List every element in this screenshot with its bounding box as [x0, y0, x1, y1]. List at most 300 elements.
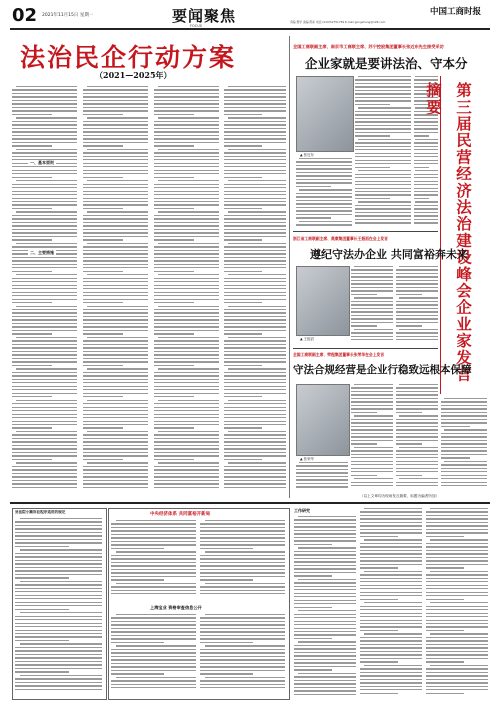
text-line — [426, 553, 488, 554]
text-line — [154, 452, 219, 453]
text-line — [224, 459, 262, 460]
text-line — [12, 229, 77, 230]
text-line — [351, 433, 393, 434]
text-line — [154, 448, 219, 449]
text-line — [12, 417, 77, 418]
text-line — [83, 417, 148, 418]
text-line — [351, 412, 377, 413]
text-line — [441, 482, 487, 483]
text-line — [16, 211, 77, 212]
text-line — [12, 389, 77, 390]
text-line — [12, 225, 77, 226]
text-line — [154, 107, 219, 108]
text-line — [294, 600, 356, 601]
text-line — [200, 555, 285, 556]
text-line — [12, 198, 77, 199]
text-line — [224, 184, 286, 185]
text-line — [228, 368, 286, 369]
text-line — [200, 652, 285, 653]
feature-rule-1 — [293, 231, 438, 232]
text-line — [296, 476, 348, 477]
text-line — [294, 575, 332, 576]
text-line — [83, 124, 148, 125]
text-line — [360, 675, 422, 676]
text-line — [224, 396, 262, 397]
text-line — [111, 555, 196, 556]
text-line — [12, 487, 77, 488]
text-line — [12, 375, 77, 376]
text-line — [87, 400, 148, 401]
text-line — [116, 583, 196, 584]
text-line — [12, 309, 77, 310]
photo-caption-2: ▲ 王振滔 — [300, 337, 314, 341]
text-line — [396, 287, 438, 288]
text-line — [87, 306, 148, 307]
text-line — [360, 536, 398, 537]
text-line — [200, 621, 285, 622]
text-line — [354, 266, 393, 267]
text-line — [83, 96, 148, 97]
text-line — [83, 152, 148, 153]
text-line — [12, 103, 77, 104]
text-line — [354, 329, 393, 330]
ad-box-3-text-b — [200, 614, 285, 694]
text-line — [154, 386, 219, 387]
text-line — [200, 541, 285, 542]
text-line — [12, 222, 77, 223]
text-line — [430, 602, 488, 603]
text-line — [396, 311, 438, 312]
text-line — [83, 455, 148, 456]
text-line — [294, 683, 356, 684]
text-line — [83, 264, 148, 265]
text-line — [154, 379, 219, 380]
feature-3-col-c — [396, 384, 438, 492]
text-line — [12, 372, 77, 373]
text-line — [351, 461, 393, 462]
text-line — [154, 326, 219, 327]
text-line — [224, 177, 262, 178]
text-line — [15, 623, 102, 624]
text-line — [15, 528, 102, 529]
text-line — [294, 645, 356, 646]
text-line — [224, 466, 286, 467]
text-line — [364, 633, 422, 634]
text-line — [396, 419, 438, 420]
text-line — [154, 333, 194, 334]
text-line — [116, 551, 196, 552]
text-line — [360, 515, 422, 516]
text-line — [426, 609, 488, 610]
text-line — [224, 483, 286, 484]
text-line — [351, 482, 393, 483]
text-line — [83, 323, 148, 324]
text-line — [441, 478, 487, 479]
text-line — [351, 311, 393, 312]
text-line — [426, 613, 488, 614]
text-line — [224, 302, 262, 303]
text-line — [351, 336, 393, 337]
text-line — [296, 193, 352, 194]
text-line — [205, 677, 285, 678]
text-line — [441, 464, 487, 465]
text-line — [111, 537, 196, 538]
text-line — [426, 536, 464, 537]
text-line — [426, 689, 488, 690]
text-line — [396, 454, 438, 455]
text-line — [12, 184, 77, 185]
text-line — [83, 295, 148, 296]
text-line — [116, 520, 196, 521]
text-line — [15, 574, 102, 575]
text-line — [355, 215, 411, 216]
text-line — [154, 218, 219, 219]
text-line — [224, 361, 286, 362]
text-line — [351, 457, 393, 458]
bottom-right-heading: 工作研究 — [294, 508, 310, 513]
text-line — [12, 138, 77, 139]
text-line — [83, 354, 148, 355]
text-line — [294, 638, 332, 639]
text-line — [154, 201, 219, 202]
photo-zhang-jindong — [296, 76, 354, 152]
text-line — [20, 518, 102, 519]
text-line — [294, 554, 356, 555]
text-line — [111, 666, 196, 667]
text-line — [111, 642, 164, 643]
text-line — [294, 596, 356, 597]
text-line — [414, 188, 438, 189]
text-line — [154, 96, 219, 97]
text-line — [360, 532, 422, 533]
text-line — [414, 118, 438, 119]
text-line — [426, 529, 488, 530]
text-line — [360, 637, 422, 638]
text-line — [399, 297, 438, 298]
feature-1-col-a — [296, 158, 352, 228]
text-line — [360, 525, 422, 526]
text-line — [355, 100, 411, 101]
text-line — [294, 561, 356, 562]
text-line — [87, 149, 148, 150]
text-line — [154, 145, 194, 146]
text-line — [200, 649, 285, 650]
text-line — [294, 659, 356, 660]
divider-left — [289, 36, 290, 498]
text-line — [158, 149, 219, 150]
text-line — [426, 567, 464, 568]
text-line — [224, 114, 262, 115]
text-line — [15, 633, 102, 634]
text-line — [430, 633, 488, 634]
text-line — [360, 522, 422, 523]
text-line — [355, 212, 411, 213]
text-line — [224, 379, 286, 380]
text-line — [414, 215, 438, 216]
text-line — [154, 351, 219, 352]
text-line — [396, 387, 438, 388]
text-line — [87, 243, 148, 244]
text-line — [12, 135, 77, 136]
text-line — [224, 142, 286, 143]
text-line — [83, 292, 148, 293]
text-line — [296, 483, 348, 484]
text-line — [12, 473, 77, 474]
text-line — [224, 232, 286, 233]
text-line — [224, 138, 286, 139]
text-line — [154, 361, 219, 362]
text-line — [154, 257, 219, 258]
text-line — [414, 198, 429, 199]
photo-caption-1: ▲ 张近东 — [300, 153, 314, 157]
text-line — [426, 543, 488, 544]
vertical-title: 第三届民营经济法治建设峰会企业家发言摘要 — [424, 82, 473, 383]
text-line — [360, 574, 422, 575]
text-line — [15, 664, 102, 665]
text-line — [15, 650, 102, 651]
text-line — [354, 447, 393, 448]
text-line — [355, 156, 411, 157]
text-line — [83, 232, 148, 233]
text-line — [15, 630, 102, 631]
feature-kicker-1: 全国工商联副主席、南京市工商联主席、苏宁控股集团董事长张近东先生接受采访 — [293, 44, 444, 49]
text-line — [430, 665, 488, 666]
text-line — [414, 142, 438, 143]
text-line — [12, 295, 77, 296]
text-line — [12, 232, 77, 233]
main-article-title: 法治民企行动方案 — [20, 43, 237, 72]
text-line — [111, 523, 196, 524]
text-line — [360, 560, 422, 561]
text-line — [12, 236, 77, 237]
text-line — [224, 319, 286, 320]
text-line — [224, 89, 286, 90]
text-line — [12, 107, 77, 108]
text-line — [154, 194, 219, 195]
text-line — [83, 445, 148, 446]
text-line — [83, 382, 148, 383]
text-line — [441, 457, 470, 458]
text-line — [224, 96, 286, 97]
text-line — [12, 257, 77, 258]
text-line — [426, 637, 488, 638]
text-line — [111, 530, 196, 531]
text-line — [294, 694, 356, 695]
text-line — [15, 626, 102, 627]
text-line — [12, 208, 52, 209]
text-line — [15, 567, 102, 568]
text-line — [205, 583, 285, 584]
text-line — [83, 316, 148, 317]
text-line — [154, 407, 219, 408]
text-line — [205, 551, 285, 552]
text-line — [12, 218, 77, 219]
text-line — [355, 160, 411, 161]
text-line — [228, 243, 286, 244]
text-line — [396, 450, 438, 451]
text-line — [351, 468, 393, 469]
text-line — [12, 110, 77, 111]
text-line — [200, 631, 285, 632]
text-line — [154, 375, 219, 376]
text-line — [83, 138, 148, 139]
text-line — [351, 436, 393, 437]
text-line — [12, 476, 77, 477]
text-line — [83, 142, 148, 143]
text-line — [83, 198, 148, 199]
text-line — [83, 375, 148, 376]
text-line — [111, 649, 196, 650]
text-line — [154, 187, 219, 188]
text-line — [12, 469, 77, 470]
text-line — [396, 412, 422, 413]
text-line — [360, 550, 422, 551]
text-line — [396, 475, 422, 476]
text-line — [441, 426, 470, 427]
text-line — [154, 152, 219, 153]
text-line — [83, 473, 148, 474]
text-line — [224, 476, 286, 477]
text-line — [224, 316, 286, 317]
text-line — [299, 462, 348, 463]
feature-kicker-3: 全国工商联副主席、荣程集团董事长张荣华在会上发言 — [293, 352, 385, 357]
text-line — [364, 508, 422, 509]
text-line — [294, 628, 356, 629]
text-line — [441, 447, 487, 448]
text-line — [414, 191, 438, 192]
text-line — [294, 558, 356, 559]
text-line — [200, 670, 285, 671]
text-line — [360, 686, 422, 687]
text-line — [12, 278, 77, 279]
text-line — [12, 271, 52, 272]
text-line — [200, 663, 285, 664]
text-line — [360, 623, 422, 624]
text-line — [224, 403, 286, 404]
text-line — [83, 250, 148, 251]
text-line — [224, 424, 286, 425]
text-line — [296, 472, 348, 473]
text-line — [355, 149, 411, 150]
text-line — [298, 516, 356, 517]
text-line — [430, 571, 488, 572]
photo-wang-zhentao — [296, 266, 350, 336]
text-line — [224, 347, 286, 348]
text-line — [426, 518, 488, 519]
text-line — [12, 396, 52, 397]
text-line — [360, 578, 422, 579]
text-line — [294, 655, 356, 656]
text-line — [444, 398, 487, 399]
text-line — [83, 121, 148, 122]
text-line — [12, 445, 77, 446]
text-line — [441, 419, 487, 420]
text-line — [426, 658, 488, 659]
text-line — [83, 427, 123, 428]
text-line — [83, 218, 148, 219]
text-line — [360, 543, 422, 544]
text-line — [360, 599, 398, 600]
text-line — [154, 441, 219, 442]
text-line — [200, 534, 285, 535]
text-line — [351, 304, 393, 305]
text-line — [83, 421, 148, 422]
text-line — [83, 448, 148, 449]
text-line — [358, 170, 411, 171]
text-line — [83, 326, 148, 327]
text-line — [12, 302, 52, 303]
text-line — [15, 602, 102, 603]
bottom-text-col-2 — [360, 508, 422, 698]
text-line — [296, 182, 352, 183]
text-line — [426, 679, 488, 680]
text-line — [354, 297, 393, 298]
text-line — [205, 520, 285, 521]
text-line — [158, 117, 219, 118]
text-line — [430, 539, 488, 540]
text-line — [12, 438, 77, 439]
text-line — [228, 86, 286, 87]
text-line — [154, 330, 219, 331]
text-line — [294, 603, 356, 604]
text-line — [154, 389, 219, 390]
text-line — [154, 163, 219, 164]
text-line — [351, 485, 393, 486]
text-line — [426, 616, 488, 617]
text-line — [224, 312, 286, 313]
text-line — [396, 336, 438, 337]
text-line — [20, 549, 102, 550]
text-line — [296, 214, 352, 215]
text-line — [294, 624, 356, 625]
text-line — [16, 117, 77, 118]
text-line — [12, 142, 77, 143]
text-line — [83, 403, 148, 404]
text-line — [364, 539, 422, 540]
text-line — [426, 588, 488, 589]
text-line — [83, 215, 148, 216]
text-line — [83, 483, 148, 484]
text-line — [351, 301, 393, 302]
text-line — [415, 139, 438, 140]
text-line — [294, 690, 356, 691]
text-line — [83, 236, 148, 237]
text-line — [158, 274, 219, 275]
text-line — [154, 271, 194, 272]
text-line — [360, 679, 422, 680]
text-line — [360, 529, 422, 530]
text-line — [12, 299, 77, 300]
text-line — [426, 675, 488, 676]
text-line — [426, 560, 488, 561]
text-line — [83, 191, 148, 192]
text-line — [111, 652, 196, 653]
text-line — [15, 689, 102, 690]
text-line — [83, 358, 148, 359]
text-line — [83, 302, 123, 303]
text-line — [83, 184, 148, 185]
text-line — [426, 693, 464, 694]
text-line — [111, 576, 196, 577]
text-line — [396, 408, 438, 409]
text-line — [111, 534, 196, 535]
text-line — [294, 565, 356, 566]
text-line — [15, 539, 102, 540]
text-line — [83, 103, 148, 104]
feature-headline-3: 守法合规经营是企业行稳致远根本保障 — [293, 364, 472, 376]
text-line — [414, 146, 438, 147]
text-line — [111, 628, 196, 629]
